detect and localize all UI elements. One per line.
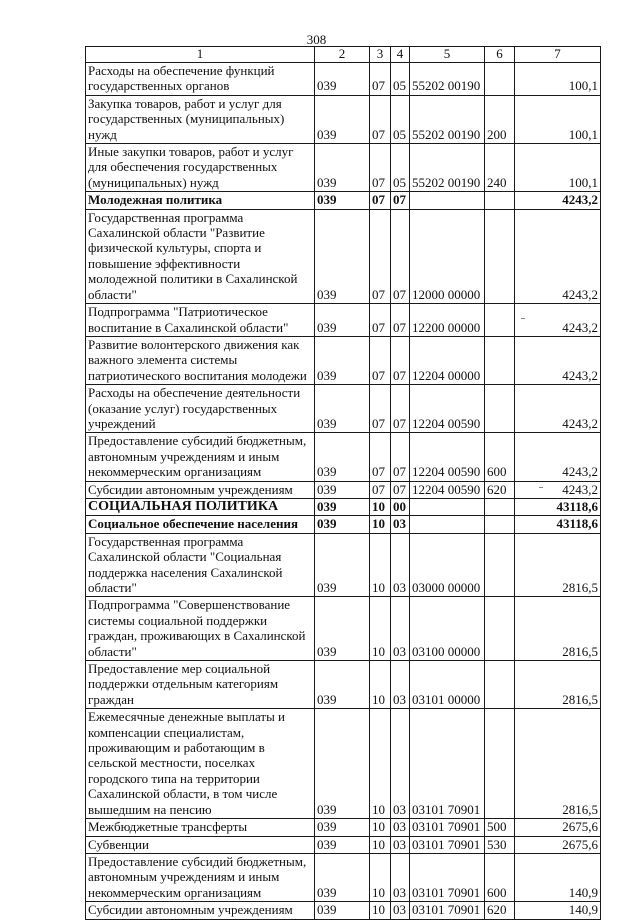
expense-type-cell: 620 [485, 902, 515, 919]
row-name-cell: Молодежная политика [86, 192, 315, 209]
target-article-cell: 55202 00190 [410, 63, 485, 96]
target-article-cell: 55202 00190 [410, 144, 485, 192]
section-cell: 10 [370, 661, 391, 709]
budget-table [85, 46, 601, 920]
subsection-cell: 03 [391, 902, 410, 919]
table-row [86, 853, 601, 901]
subsection-cell: 03 [391, 597, 410, 661]
admin-code-cell: 039 [315, 433, 370, 481]
expense-type-cell [485, 209, 515, 303]
table-row [86, 192, 601, 209]
subsection-cell: 07 [391, 209, 410, 303]
target-article-cell: 03101 70901 [410, 819, 485, 836]
target-article-cell: 03000 00000 [410, 533, 485, 597]
section-cell: 10 [370, 902, 391, 919]
section-cell: 07 [370, 63, 391, 96]
amount-cell: 4243,2 [515, 433, 601, 481]
amount-cell: 100,1 [515, 95, 601, 143]
amount-cell: 100,1 [515, 144, 601, 192]
target-article-cell: 55202 00190 [410, 95, 485, 143]
row-name-cell: Субсидии автономным учреждениям [86, 481, 315, 498]
expense-type-cell [485, 498, 515, 515]
header-cell: 4 [391, 47, 410, 63]
admin-code-cell: 039 [315, 304, 370, 337]
table-header-row [86, 47, 601, 63]
table-row [86, 336, 601, 384]
table-row [86, 661, 601, 709]
header-cell: 1 [86, 47, 315, 63]
row-name-cell: Межбюджетные трансферты [86, 819, 315, 836]
amount-cell: 140,9 [515, 902, 601, 919]
row-name-cell: Предоставление субсидий бюджетным, автономным учреждениям и иным некоммерческим организациям [86, 433, 315, 481]
expense-type-cell [485, 385, 515, 433]
expense-type-cell [485, 63, 515, 96]
table-row [86, 63, 601, 96]
admin-code-cell: 039 [315, 853, 370, 901]
section-cell: 07 [370, 385, 391, 433]
admin-code-cell: 039 [315, 481, 370, 498]
table-row [86, 819, 601, 836]
admin-code-cell: 039 [315, 661, 370, 709]
table-row [86, 516, 601, 533]
subsection-cell: 05 [391, 95, 410, 143]
row-name-cell: Социальное обеспечение населения [86, 516, 315, 533]
admin-code-cell: 039 [315, 597, 370, 661]
admin-code-cell: 039 [315, 516, 370, 533]
target-article-cell: 12200 00000 [410, 304, 485, 337]
table-row [86, 709, 601, 819]
amount-cell: 2816,5 [515, 533, 601, 597]
amount-cell: 4243,2 [515, 192, 601, 209]
admin-code-cell: 039 [315, 498, 370, 515]
row-name-cell: Развитие волонтерского движения как важного элемента системы патриотического воспитания молодежи [86, 336, 315, 384]
row-name-cell: Ежемесячные денежные выплаты и компенсации специалистам, проживающим и работающим в сельской местности, поселках городского типа на территории Сахалинской области, в том числе вышедшим на пенсию [86, 709, 315, 819]
row-name-cell: Предоставление субсидий бюджетным, автономным учреждениям и иным некоммерческим организациям [86, 853, 315, 901]
target-article-cell: 12204 00590 [410, 433, 485, 481]
subsection-cell: 05 [391, 63, 410, 96]
subsection-cell: 07 [391, 433, 410, 481]
subsection-cell: 07 [391, 192, 410, 209]
row-name-cell: Государственная программа Сахалинской области "Социальная поддержка населения Сахалинской области" [86, 533, 315, 597]
expense-type-cell: 530 [485, 836, 515, 853]
table-row [86, 533, 601, 597]
section-cell: 07 [370, 209, 391, 303]
expense-type-cell [485, 516, 515, 533]
subsection-cell: 03 [391, 853, 410, 901]
target-article-cell: 03101 70901 [410, 902, 485, 919]
subsection-cell: 05 [391, 144, 410, 192]
section-cell: 10 [370, 597, 391, 661]
target-article-cell: 03101 70901 [410, 709, 485, 819]
admin-code-cell: 039 [315, 836, 370, 853]
row-name-cell: Субсидии автономным учреждениям [86, 902, 315, 919]
target-article-cell: 12204 00590 [410, 385, 485, 433]
expense-type-cell [485, 533, 515, 597]
admin-code-cell: 039 [315, 385, 370, 433]
expense-type-cell [485, 661, 515, 709]
target-article-cell: 03101 70901 [410, 853, 485, 901]
table-row [86, 836, 601, 853]
subsection-cell: 07 [391, 304, 410, 337]
row-name-cell: Подпрограмма "Совершенствование системы социальной поддержки граждан, проживающих в Сахалинской области" [86, 597, 315, 661]
target-article-cell [410, 498, 485, 515]
amount-cell: 43118,6 [515, 516, 601, 533]
admin-code-cell: 039 [315, 209, 370, 303]
expense-type-cell [485, 336, 515, 384]
section-cell: 10 [370, 819, 391, 836]
section-cell: 07 [370, 304, 391, 337]
row-name-cell: Иные закупки товаров, работ и услуг для обеспечения государственных (муниципальных) нужд [86, 144, 315, 192]
admin-code-cell: 039 [315, 533, 370, 597]
subsection-cell: 03 [391, 516, 410, 533]
table-row [86, 597, 601, 661]
subsection-cell: 03 [391, 836, 410, 853]
table-row [86, 385, 601, 433]
expense-type-cell: 600 [485, 853, 515, 901]
section-cell: 10 [370, 853, 391, 901]
admin-code-cell: 039 [315, 709, 370, 819]
target-article-cell: 03101 70901 [410, 836, 485, 853]
subsection-cell: 03 [391, 661, 410, 709]
expense-type-cell: 240 [485, 144, 515, 192]
scan-speck [539, 487, 543, 488]
section-cell: 07 [370, 192, 391, 209]
amount-cell: 2816,5 [515, 661, 601, 709]
amount-cell: 2675,6 [515, 836, 601, 853]
header-cell: 5 [410, 47, 485, 63]
expense-type-cell [485, 709, 515, 819]
target-article-cell: 12204 00590 [410, 481, 485, 498]
header-cell: 3 [370, 47, 391, 63]
expense-type-cell: 200 [485, 95, 515, 143]
table-row [86, 144, 601, 192]
row-name-cell: Расходы на обеспечение функций государственных органов [86, 63, 315, 96]
row-name-cell: Субвенции [86, 836, 315, 853]
section-cell: 07 [370, 481, 391, 498]
table-row [86, 95, 601, 143]
section-cell: 10 [370, 709, 391, 819]
amount-cell: 4243,2 [515, 385, 601, 433]
section-cell: 07 [370, 95, 391, 143]
subsection-cell: 03 [391, 709, 410, 819]
target-article-cell: 03101 00000 [410, 661, 485, 709]
table-row [86, 304, 601, 337]
table-row [86, 498, 601, 515]
target-article-cell: 12204 00000 [410, 336, 485, 384]
table-row [86, 433, 601, 481]
section-cell: 10 [370, 516, 391, 533]
admin-code-cell: 039 [315, 902, 370, 919]
subsection-cell: 00 [391, 498, 410, 515]
amount-cell: 4243,2 [515, 336, 601, 384]
row-name-cell: Государственная программа Сахалинской области "Развитие физической культуры, спорта и повышение эффективности молодежной политики в Сахалинской области" [86, 209, 315, 303]
row-name-cell: Предоставление мер социальной поддержки отдельным категориям граждан [86, 661, 315, 709]
amount-cell: 140,9 [515, 853, 601, 901]
expense-type-cell: 620 [485, 481, 515, 498]
row-name-cell: Подпрограмма "Патриотическое воспитание в Сахалинской области" [86, 304, 315, 337]
admin-code-cell: 039 [315, 336, 370, 384]
subsection-cell: 03 [391, 533, 410, 597]
section-cell: 10 [370, 836, 391, 853]
scan-speck [521, 318, 525, 319]
amount-cell: 2816,5 [515, 709, 601, 819]
subsection-cell: 07 [391, 385, 410, 433]
expense-type-cell: 500 [485, 819, 515, 836]
expense-type-cell [485, 597, 515, 661]
amount-cell: 4243,2 [515, 209, 601, 303]
target-article-cell: 12000 00000 [410, 209, 485, 303]
expense-type-cell: 600 [485, 433, 515, 481]
page-number: 308 [306, 32, 327, 47]
admin-code-cell: 039 [315, 63, 370, 96]
target-article-cell: 03100 00000 [410, 597, 485, 661]
section-cell: 07 [370, 433, 391, 481]
subsection-cell: 03 [391, 819, 410, 836]
target-article-cell [410, 192, 485, 209]
amount-cell: 43118,6 [515, 498, 601, 515]
table-body [86, 47, 601, 920]
amount-cell: 4243,2 [515, 481, 601, 498]
admin-code-cell: 039 [315, 95, 370, 143]
subsection-cell: 07 [391, 481, 410, 498]
header-cell: 7 [515, 47, 601, 63]
amount-cell: 2675,6 [515, 819, 601, 836]
target-article-cell [410, 516, 485, 533]
section-cell: 07 [370, 336, 391, 384]
row-name-cell: СОЦИАЛЬНАЯ ПОЛИТИКА [86, 498, 315, 515]
row-name-cell: Расходы на обеспечение деятельности (оказание услуг) государственных учреждений [86, 385, 315, 433]
header-cell: 6 [485, 47, 515, 63]
table-row [86, 902, 601, 919]
admin-code-cell: 039 [315, 819, 370, 836]
section-cell: 07 [370, 144, 391, 192]
subsection-cell: 07 [391, 336, 410, 384]
header-cell: 2 [315, 47, 370, 63]
row-name-cell: Закупка товаров, работ и услуг для государственных (муниципальных) нужд [86, 95, 315, 143]
table-row [86, 209, 601, 303]
expense-type-cell [485, 192, 515, 209]
section-cell: 10 [370, 498, 391, 515]
amount-cell: 4243,2 [515, 304, 601, 337]
admin-code-cell: 039 [315, 192, 370, 209]
admin-code-cell: 039 [315, 144, 370, 192]
expense-type-cell [485, 304, 515, 337]
amount-cell: 100,1 [515, 63, 601, 96]
section-cell: 10 [370, 533, 391, 597]
table-row [86, 481, 601, 498]
amount-cell: 2816,5 [515, 597, 601, 661]
